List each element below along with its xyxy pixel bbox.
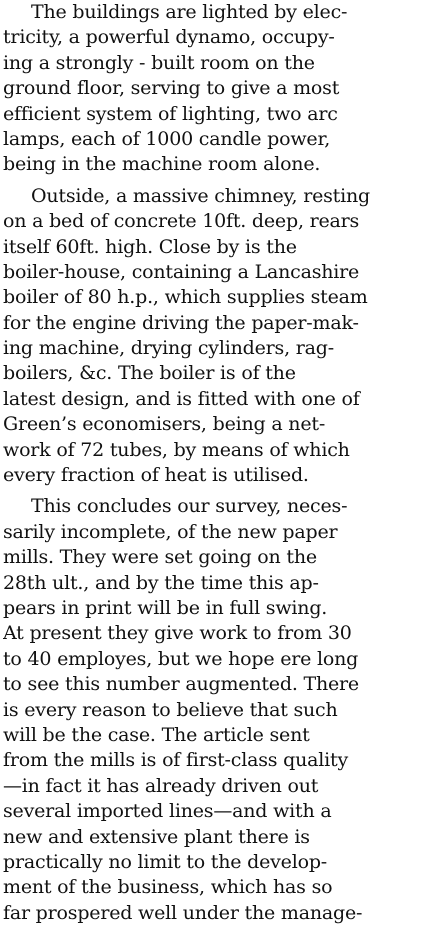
text-line: for the engine driving the paper-mak- [3,311,359,334]
text-line: far prospered well under the manage- [3,901,363,924]
text-line: 28th ult., and by the time this ap- [3,571,319,594]
text-line: being in the machine room alone. [3,153,321,176]
text-line: every fraction of heat is utilised. [3,464,309,487]
text-line: from the mills is of first-class quality [3,749,349,772]
text-line: mills. They were set going on the [3,546,317,569]
text-line: itself 60ft. high. Close by is the [3,235,297,258]
text-line: The buildings are lighted by elec- [31,1,348,23]
text-line: ground floor, serving to give a most [3,77,340,100]
text-line: At present they give work to from 30 [3,622,352,645]
paragraph-chimney [3,184,444,489]
text-line: ing machine, drying cylinders, rag- [3,337,334,360]
text-line: is every reason to believe that such [3,698,338,721]
text-line: several imported lines—and with a [3,800,332,823]
text-line: boiler of 80 h.p., which supplies steam [3,286,368,309]
text-line: to see this number augmented. There [3,673,359,696]
text-line: new and extensive plant there is [3,825,310,848]
text-line: on a bed of concrete 10ft. deep, rears [3,210,360,233]
text-line: This concludes our survey, neces- [31,495,348,518]
text-line: latest design, and is fitted with one of [3,387,360,410]
text-line: —in fact it has already driven out [3,774,319,797]
text-line: tricity, a powerful dynamo, occupy- [3,26,335,49]
paragraph-electricity [3,0,444,178]
text-line: lamps, each of 1000 candle power, [3,127,331,150]
text-line: boiler-house, containing a Lancashire [3,260,360,283]
paragraph-conclusion [3,494,444,926]
article-column [3,0,444,926]
text-line: efficient system of lighting, two arc [3,102,338,125]
text-line: sarily incomplete, of the new paper [3,520,338,543]
text-line: practically no limit to the develop- [3,850,328,873]
text-line: Outside, a massive chimney, resting [31,184,370,207]
text-line: work of 72 tubes, by means of which [3,438,350,461]
text-line: will be the case. The article sent [3,723,310,746]
text-line: boilers, &c. The boiler is of the [3,362,296,385]
text-line: Green’s economisers, being a net- [3,413,326,436]
text-line: to 40 employes, but we hope ere long [3,647,359,670]
text-line: pears in print will be in full swing. [3,596,328,619]
text-line: ment of the business, which has so [3,876,333,899]
text-line: ing a strongly - built room on the [3,51,315,74]
